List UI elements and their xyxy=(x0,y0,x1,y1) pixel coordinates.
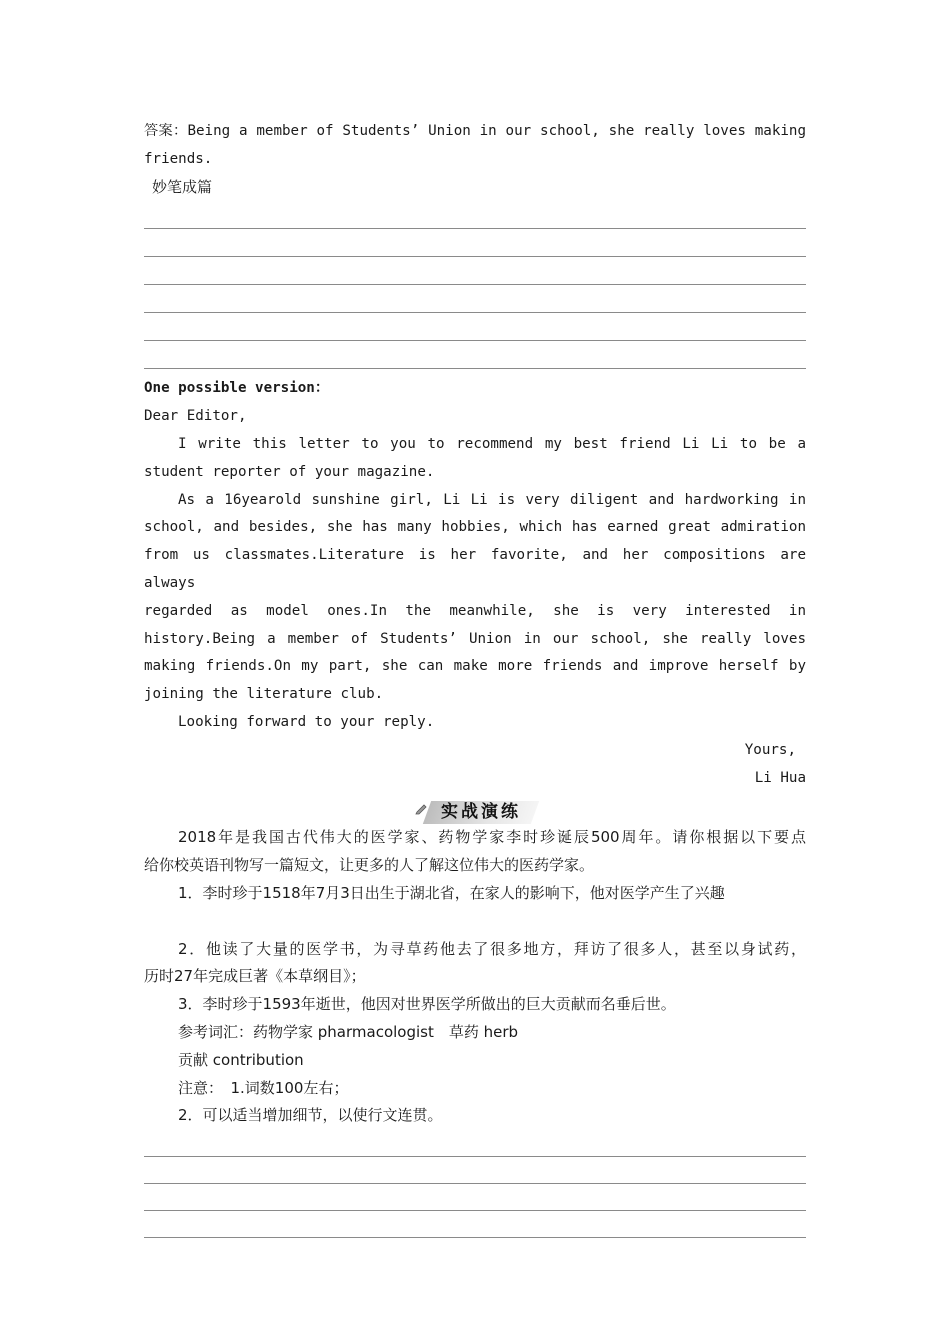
answer-line-cont: friends. xyxy=(144,150,213,167)
writing-line xyxy=(144,1237,806,1238)
note-line: 2．可以适当增加细节，以使行文连贯。 xyxy=(178,1106,443,1125)
writing-line xyxy=(144,256,806,257)
writing-line xyxy=(144,368,806,369)
writing-line xyxy=(144,1156,806,1157)
letter-line: from us classmates.Literature is her favorite, and her compositions are always xyxy=(144,547,806,591)
practice-title: 实战演练 xyxy=(441,801,521,822)
letter-line: regarded as model ones.In the meanwhile, she is very interested in xyxy=(144,602,806,619)
practice-banner xyxy=(144,794,806,824)
writing-lines-2 xyxy=(144,1156,806,1238)
letter-line: school, and besides, she has many hobbies, which has earned great admiration xyxy=(144,519,806,536)
task-line: 历时27年完成巨著《本草纲目》； xyxy=(144,967,366,986)
writing-line xyxy=(144,1183,806,1184)
version-label: One possible version： xyxy=(144,380,330,397)
letter-paragraph-2 xyxy=(144,487,806,709)
writing-line xyxy=(144,228,806,229)
writing-line xyxy=(144,1210,806,1211)
task-line: 给你校英语刊物写一篇短文，让更多的人了解这位伟大的医药学家。 xyxy=(144,856,595,875)
writing-lines-1 xyxy=(144,228,806,369)
blank-line xyxy=(144,908,806,936)
task-point-2 xyxy=(144,936,806,992)
task-line: 2018年是我国古代伟大的医学家、药物学家李时珍诞辰500周年。请你根据以下要点 xyxy=(178,828,806,847)
answer-line: 答案：Being a member of Students’ Union in our school, she really loves making xyxy=(144,123,806,139)
letter-paragraph-1 xyxy=(144,431,806,487)
task-intro xyxy=(144,824,806,880)
vocab-line: 贡献 contribution xyxy=(178,1050,304,1069)
letter-greeting: Dear Editor, xyxy=(144,408,247,425)
letter-line: history.Being a member of Students’ Union in our school, she really loves xyxy=(144,630,806,647)
letter-signature: Li Hua xyxy=(754,769,806,786)
vocab-line: 参考词汇：药物学家 pharmacologist 草药 herb xyxy=(178,1022,519,1041)
letter-line: I write this letter to you to recommend my best friend Li Li to be a xyxy=(178,435,806,452)
task-point-3: 3．李时珍于1593年逝世，他因对世界医学所做出的巨大贡献而名垂后世。 xyxy=(178,995,676,1014)
letter-sign-off: Yours, xyxy=(744,741,796,758)
task-point-1: 1．李时珍于1518年7月3日出生于湖北省，在家人的影响下，他对医学产生了兴趣 xyxy=(178,883,725,902)
writing-line xyxy=(144,284,806,285)
letter-line: making friends.On my part, she can make more friends and improve herself by xyxy=(144,658,806,675)
writing-line xyxy=(144,312,806,313)
writing-line xyxy=(144,340,806,341)
letter-line: joining the literature club. xyxy=(144,686,384,703)
note-line: 注意： 1.词数100左右； xyxy=(178,1078,349,1097)
letter-closing: Looking forward to your reply. xyxy=(178,713,435,730)
section-heading: 妙笔成篇 xyxy=(152,177,213,196)
document-page xyxy=(144,118,806,1238)
letter-line: student reporter of your magazine. xyxy=(144,463,435,480)
pencil-icon xyxy=(415,801,429,815)
letter-line: As a 16yearold sunshine girl, Li Li is very diligent and hardworking in xyxy=(178,491,806,508)
task-line: 2．他读了大量的医学书，为寻草药他去了很多地方，拜访了很多人，甚至以身试药， xyxy=(178,939,806,958)
